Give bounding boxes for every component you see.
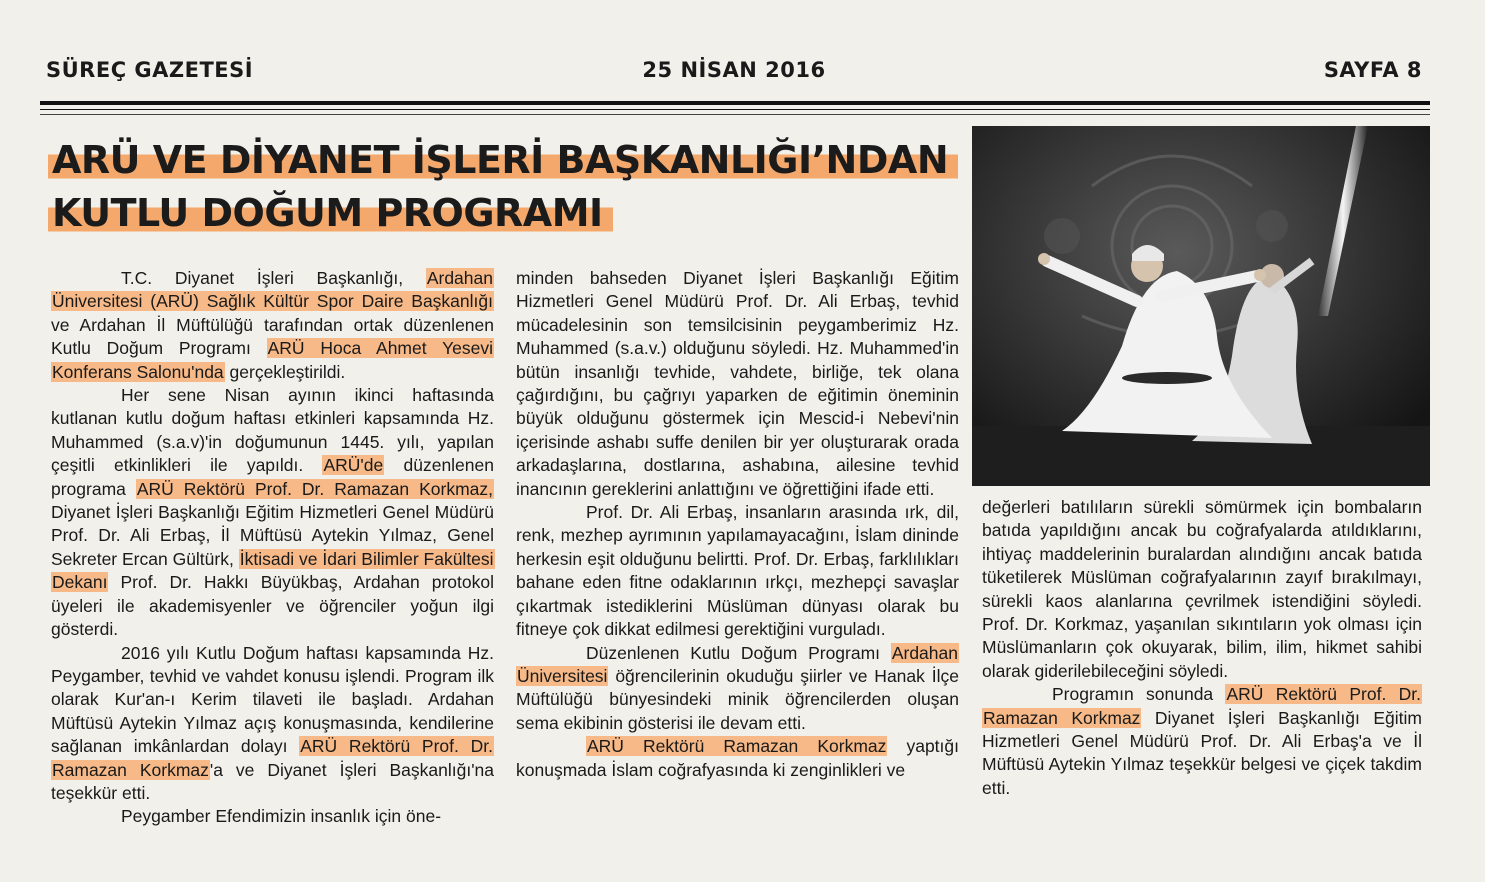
paragraph: T.C. Diyanet İşleri Başkanlığı, Ardahan Üniversitesi (ARÜ) Sağlık Kültür Spor Daire Başkanlığı ve Ardahan İl Müftülüğü tarafından ortak düzenlenen Kutlu Doğum Programı ARÜ Hoca Ahmet Yesevi Konferans Salonu'nda gerçekleştirildi. — [51, 268, 494, 382]
article-column-2 — [516, 267, 959, 782]
paragraph: Prof. Dr. Ali Erbaş, insanların arasında ırk, dil, renk, mezhep ayrımının yapılamayacağını, İslam dininde herkesin eşit olduğunu belirtti. Prof. Dr. Erbaş, farklılıkları bahane eden fitne odaklarının ırkçı, mezhepçi savaşlar çıkartmak istediklerini Müslüman dünyası olarak bu fitneye çok dikkat edilmesi gerektiğini vurguladı. — [516, 502, 959, 640]
headline-line-1: ARÜ VE DİYANET İŞLERİ BAŞKANLIĞI’NDAN — [48, 138, 958, 182]
newspaper-name: SÜREÇ GAZETESİ — [46, 58, 254, 82]
article-column-3 — [982, 496, 1422, 800]
masthead — [46, 58, 1422, 88]
masthead-rule-thin-2 — [40, 114, 1430, 115]
highlighted-text: ARÜ Rektörü Prof. Dr. Ramazan Korkmaz, — [136, 478, 493, 499]
paragraph: Her sene Nisan ayının ikinci haftasında kutlanan kutlu doğum haftası etkinleri kapsamında Hz. Muhammed (s.a.v)'in doğumunun 1445. yılı, yapılan çeşitli etkinlikleri ile yapıldı. ARÜ'de düzenlenen programa ARÜ Rektörü Prof. Dr. Ramazan Korkmaz, Diyanet İşleri Başkanlığı Eğitim Hizmetleri Genel Müdürü Prof. Dr. Ali Erbaş, İl Müftüsü Aytekin Yılmaz, Genel Sekreter Ercan Gültürk, İktisadi ve İdari Bilimler Fakültesi Dekanı Prof. Dr. Hakkı Büyükbaş, Ardahan protokol üyeleri ile akademisyenler ve öğrenciler yoğun ilgi gösterdi. — [51, 385, 494, 640]
article-photo-sema-dancers — [972, 126, 1430, 486]
sema-dancers-illustration — [972, 126, 1430, 486]
highlighted-text: ARÜ Hoca Ahmet Yesevi Konferans Salonu'nda — [52, 338, 493, 382]
highlighted-text: ARÜ Rektörü Prof. Dr. Ramazan Korkmaz — [983, 684, 1421, 728]
paragraph: ARÜ Rektörü Ramazan Korkmaz yaptığı konuşmada İslam coğrafyasında ki zenginlikleri ve — [516, 736, 959, 780]
paragraph: Peygamber Efendimizin insanlık için öne- — [121, 806, 442, 827]
highlighted-text: İktisadi ve İdari Bilimler Fakültesi Dekanı — [52, 548, 494, 593]
headline-line-2: KUTLU DOĞUM PROGRAMI — [48, 191, 613, 235]
paragraph: Düzenlenen Kutlu Doğum Programı Ardahan Üniversitesi öğrencilerinin okuduğu şiirler ve Hanak İlçe Müftülüğü bünyesindeki minik öğrencilerden oluşan sema ekibinin gösterisi ile devam etti. — [516, 642, 959, 733]
paragraph: minden bahseden Diyanet İşleri Başkanlığı Eğitim Hizmetleri Genel Müdürü Prof. Dr. Ali Erbaş, tevhid mücadelesinin son temsilcisinin peygamberimiz Hz. Muhammed (s.a.v.) olduğunu söyledi. Hz. Muhammed'in bütün insanlığı tevhide, vahdete, birliğe, tek olana çağırdığını, bu çağrıyı yaparken de eğitimin öneminin büyük olduğunu göstermek için Mescid-i Nebevi'nin içerisinde ashabı suffe denilen bir yer oluşturarak orada arkadaşlarına, dostlarına, ashabına, ailesine tevhid inancının gereklerini anlattığını ve öğrettiğini ifade etti. — [516, 268, 959, 499]
page-number: SAYFA 8 — [1323, 58, 1422, 82]
paragraph: değerleri batılıların sürekli sömürmek için bombaların batıda yapıldığını ancak bu coğrafyalarda atıldıklarını, ihtiyaç maddelerinin buralardan alındığını ancak batıda tüketilerek Müslüman coğrafyalarının zayıf bırakılmayı, sürekli kaos alanlarına çevrilmek istendiğini söyledi. Prof. Dr. Korkmaz, yaşanılan sıkıntıların yok olması için Müslümanların çok okuyarak, bilim, ilim, hikmet sahibi olarak giderilebileceğini söyledi. — [982, 497, 1422, 681]
highlighted-text: ARÜ'de — [323, 455, 384, 476]
issue-date: 25 NİSAN 2016 — [642, 58, 826, 82]
paragraph: 2016 yılı Kutlu Doğum haftası kapsamında Hz. Peygamber, tevhid ve vahdet konusu işlendi. Program ilk olarak Kur'an-ı Kerim tilaveti ile başladı. Ardahan Müftüsü Aytekin Yılmaz açış konuşmasında, kendilerine sağlanan imkânlardan dolayı ARÜ Rektörü Prof. Dr. Ramazan Korkmaz'a ve Diyanet İşleri Başkanlığı'na teşekkür etti. — [51, 642, 495, 803]
article-column-1 — [51, 267, 494, 829]
masthead-rule — [40, 101, 1430, 105]
masthead-rule-thin — [40, 109, 1430, 110]
highlighted-text: Ardahan Üniversitesi (ARÜ) Sağlık Kültür Spor Daire Başkanlığı — [52, 268, 493, 312]
article-headline — [48, 134, 958, 240]
highlighted-text: ARÜ Rektörü Ramazan Korkmaz — [587, 736, 887, 757]
highlighted-text: Ardahan Üniversitesi — [517, 642, 958, 686]
paragraph: Programın sonunda ARÜ Rektörü Prof. Dr. Ramazan Korkmaz Diyanet İşleri Başkanlığı Eğitim Hizmetleri Genel Müdürü Prof. Dr. Ali Erbaş'a ve İl Müftüsü Aytekin Yılmaz teşekkür belgesi ve çiçek takdim etti. — [982, 684, 1422, 798]
highlighted-text: ARÜ Rektörü Prof. Dr. Ramazan Korkmaz — [52, 736, 493, 780]
